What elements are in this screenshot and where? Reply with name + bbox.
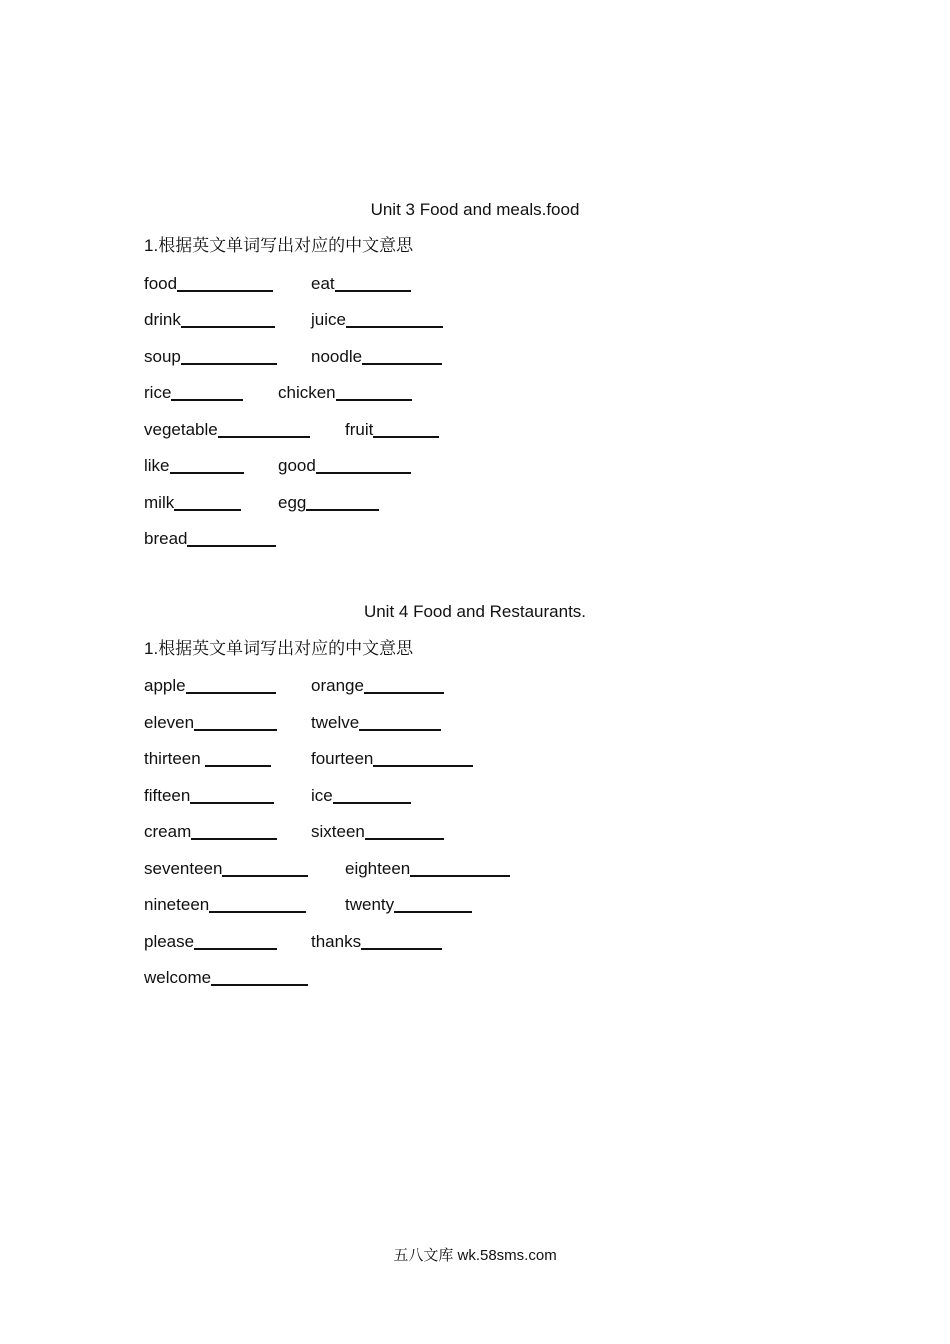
answer-blank[interactable] — [181, 347, 277, 365]
vocab-item-fruit — [345, 419, 439, 441]
vocab-word: like — [144, 456, 170, 475]
vocab-word: please — [144, 932, 195, 951]
vocab-word: twelve — [311, 713, 360, 732]
answer-blank[interactable] — [359, 713, 441, 731]
unit3-instruction-number: 1. — [144, 236, 159, 255]
vocab-item-like — [144, 455, 244, 477]
vocab-item-soup — [144, 346, 277, 368]
footer-site-name: 五八文库 — [393, 1246, 454, 1264]
vocab-item-thanks — [311, 931, 442, 953]
vocab-item-sixteen — [311, 821, 444, 843]
page-footer — [0, 1245, 950, 1266]
unit4-instruction-text: 根据英文单词写出对应的中文意思 — [158, 639, 414, 659]
answer-blank[interactable] — [174, 493, 241, 511]
answer-blank[interactable] — [170, 456, 244, 474]
answer-blank[interactable] — [335, 274, 411, 292]
answer-blank[interactable] — [316, 456, 411, 474]
vocab-item-milk — [144, 492, 241, 514]
answer-blank[interactable] — [361, 932, 442, 950]
answer-blank[interactable] — [410, 859, 510, 877]
vocab-item-ice — [311, 785, 411, 807]
unit3-title: Unit 3 Food and meals.food — [370, 200, 580, 219]
vocab-item-eleven — [144, 712, 277, 734]
vocab-word: fourteen — [311, 749, 374, 768]
vocab-item-bread — [144, 528, 276, 550]
vocab-word: food — [144, 274, 178, 293]
answer-blank[interactable] — [186, 676, 276, 694]
answer-blank[interactable] — [190, 786, 274, 804]
answer-blank[interactable] — [218, 420, 310, 438]
vocab-item-cream — [144, 821, 277, 843]
vocab-word: chicken — [278, 383, 336, 402]
vocab-word: eat — [311, 274, 335, 293]
vocab-item-fourteen — [311, 748, 473, 770]
answer-blank[interactable] — [373, 749, 473, 767]
answer-blank[interactable] — [187, 529, 276, 547]
answer-blank[interactable] — [194, 932, 277, 950]
vocab-item-orange — [311, 675, 444, 697]
answer-blank[interactable] — [362, 347, 442, 365]
answer-blank[interactable] — [171, 383, 243, 401]
unit4-instruction-number: 1. — [144, 639, 159, 658]
vocab-item-noodle — [311, 346, 442, 368]
answer-blank[interactable] — [346, 310, 443, 328]
vocab-word: fifteen — [144, 786, 191, 805]
vocab-item-welcome — [144, 967, 308, 989]
vocab-item-seventeen — [144, 858, 308, 880]
vocab-word: sixteen — [311, 822, 365, 841]
vocab-word: bread — [144, 529, 188, 548]
vocab-item-eighteen — [345, 858, 510, 880]
vocab-item-apple — [144, 675, 276, 697]
vocab-word: milk — [144, 493, 175, 512]
vocab-word: thanks — [311, 932, 362, 951]
vocab-item-twenty — [345, 894, 472, 916]
vocab-word: eleven — [144, 713, 195, 732]
vocab-item-drink — [144, 309, 275, 331]
vocab-word: seventeen — [144, 859, 223, 878]
vocab-word: orange — [311, 676, 364, 695]
answer-blank[interactable] — [211, 968, 308, 986]
vocab-item-vegetable — [144, 419, 310, 441]
vocab-item-chicken — [278, 382, 412, 404]
vocab-word: good — [278, 456, 316, 475]
vocab-word: noodle — [311, 347, 363, 366]
answer-blank[interactable] — [365, 822, 444, 840]
answer-blank[interactable] — [394, 895, 472, 913]
vocab-word: fruit — [345, 420, 374, 439]
unit3-instruction-text: 根据英文单词写出对应的中文意思 — [158, 236, 414, 256]
vocab-word: nineteen — [144, 895, 210, 914]
answer-blank[interactable] — [222, 859, 308, 877]
unit4-title: Unit 4 Food and Restaurants. — [363, 602, 587, 621]
answer-blank[interactable] — [373, 420, 439, 438]
answer-blank[interactable] — [181, 310, 275, 328]
answer-blank[interactable] — [364, 676, 444, 694]
footer-site-url[interactable]: wk.58sms.com — [457, 1247, 557, 1264]
vocab-word: cream — [144, 822, 192, 841]
vocab-word: rice — [144, 383, 172, 402]
vocab-word: egg — [278, 493, 307, 512]
unit3-instruction — [144, 235, 413, 257]
answer-blank[interactable] — [205, 749, 271, 767]
vocab-word: welcome — [144, 968, 212, 987]
vocab-word: ice — [311, 786, 333, 805]
vocab-item-rice — [144, 382, 243, 404]
vocab-item-thirteen — [144, 748, 271, 770]
answer-blank[interactable] — [209, 895, 306, 913]
vocab-item-egg — [278, 492, 379, 514]
vocab-item-nineteen — [144, 894, 306, 916]
vocab-item-please — [144, 931, 277, 953]
answer-blank[interactable] — [177, 274, 273, 292]
vocab-word: twenty — [345, 895, 395, 914]
vocab-word: juice — [311, 310, 346, 329]
vocab-item-fifteen — [144, 785, 274, 807]
answer-blank[interactable] — [336, 383, 412, 401]
vocab-item-eat — [311, 273, 411, 295]
answer-blank[interactable] — [194, 713, 277, 731]
unit4-instruction — [144, 638, 413, 660]
vocab-word: thirteen — [144, 749, 206, 768]
vocab-item-twelve — [311, 712, 441, 734]
vocab-item-good — [278, 455, 411, 477]
vocab-word: apple — [144, 676, 186, 695]
vocab-item-food — [144, 273, 273, 295]
vocab-word: soup — [144, 347, 181, 366]
vocab-word: drink — [144, 310, 181, 329]
vocab-item-juice — [311, 309, 443, 331]
vocab-word: eighteen — [345, 859, 411, 878]
answer-blank[interactable] — [306, 493, 379, 511]
vocab-word: vegetable — [144, 420, 218, 439]
answer-blank[interactable] — [333, 786, 411, 804]
answer-blank[interactable] — [191, 822, 277, 840]
